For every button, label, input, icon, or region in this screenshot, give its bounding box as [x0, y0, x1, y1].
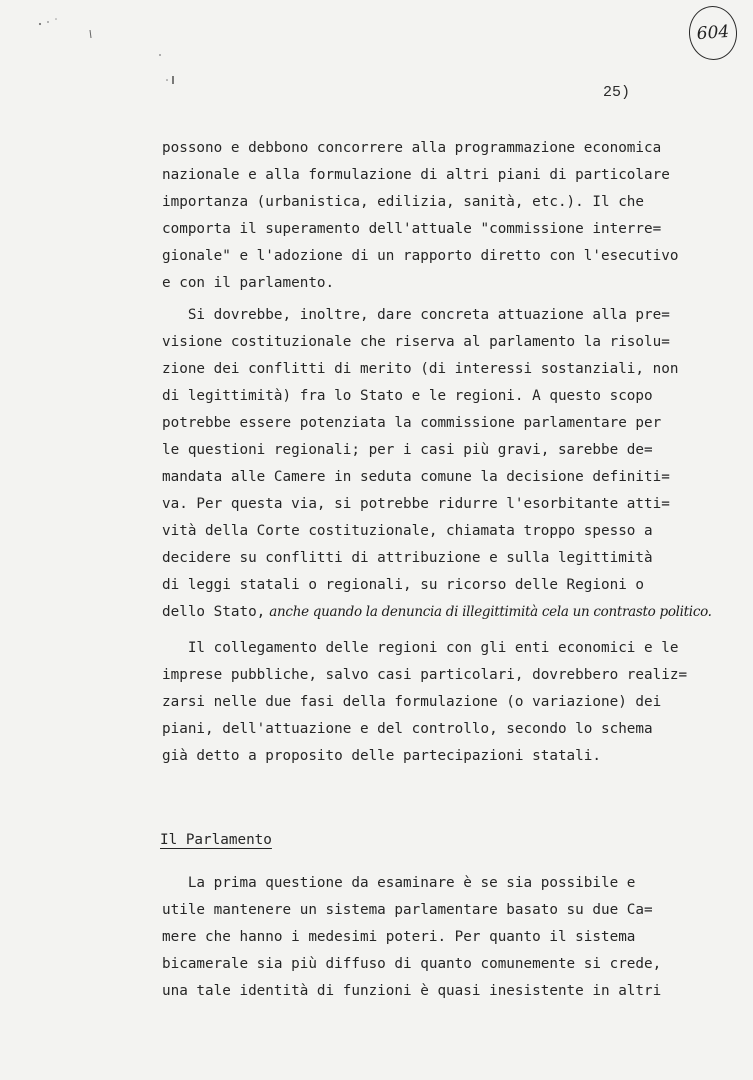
text-line: piani, dell'attuazione e del controllo, secondo lo schema	[162, 721, 653, 737]
typed-fragment: dello Stato,	[162, 604, 266, 620]
text-line: possono e debbono concorrere alla programmazione economica	[162, 140, 662, 156]
paragraph-4	[162, 870, 742, 1005]
text-line: comporta il superamento dell'attuale "commissione interre=	[162, 221, 662, 237]
text-line: Il collegamento delle regioni con gli enti economici e le	[162, 640, 679, 656]
text-line: utile mantenere un sistema parlamentare basato su due Ca=	[162, 902, 653, 918]
page-number: 25)	[603, 84, 631, 101]
text-line: una tale identità di funzioni è quasi inesistente in altri	[162, 983, 662, 999]
text-line: bicamerale sia più diffuso di quanto comunemente si crede,	[162, 956, 662, 972]
scan-specks	[30, 10, 190, 90]
paragraph-3	[162, 635, 742, 770]
text-line: già detto a proposito delle partecipazioni statali.	[162, 748, 601, 764]
handwritten-annotation: anche quando la denuncia di illegittimità cela un contrasto politico.	[265, 604, 712, 620]
text-line: potrebbe essere potenziata la commissione parlamentare per	[162, 415, 662, 431]
text-line: mandata alle Camere in seduta comune la decisione definiti=	[162, 469, 670, 485]
text-line: La prima questione da esaminare è se sia possibile e	[162, 875, 636, 891]
text-line: imprese pubbliche, salvo casi particolari, dovrebbero realiz=	[162, 667, 688, 683]
text-line: le questioni regionali; per i casi più gravi, sarebbe de=	[162, 442, 653, 458]
text-line: di leggi statali o regionali, su ricorso delle Regioni o	[162, 577, 645, 593]
text-line: vità della Corte costituzionale, chiamata troppo spesso a	[162, 523, 653, 539]
text-line: decidere su conflitti di attribuzione e sulla legittimità	[162, 550, 653, 566]
text-line: gionale" e l'adozione di un rapporto diretto con l'esecutivo	[162, 248, 679, 264]
text-line: zione dei conflitti di merito (di interessi sostanziali, non	[162, 361, 679, 377]
text-line: va. Per questa via, si potrebbe ridurre l'esorbitante atti=	[162, 496, 670, 512]
section-heading: Il Parlamento	[160, 832, 272, 848]
text-line: e con il parlamento.	[162, 275, 335, 291]
text-line: Si dovrebbe, inoltre, dare concreta attuazione alla pre=	[162, 307, 670, 323]
text-line: zarsi nelle due fasi della formulazione (o variazione) dei	[162, 694, 662, 710]
text-line	[162, 599, 742, 626]
text-line: di legittimità) fra lo Stato e le regioni. A questo scopo	[162, 388, 653, 404]
paragraph-1	[162, 135, 742, 297]
text-line: importanza (urbanistica, edilizia, sanità, etc.). Il che	[162, 194, 645, 210]
paragraph-2	[162, 302, 742, 626]
text-line: visione costituzionale che riserva al parlamento la risolu=	[162, 334, 670, 350]
text-line: mere che hanno i medesimi poteri. Per quanto il sistema	[162, 929, 636, 945]
text-line: nazionale e alla formulazione di altri piani di particolare	[162, 167, 670, 183]
archive-page-stamp: 604	[687, 4, 739, 61]
